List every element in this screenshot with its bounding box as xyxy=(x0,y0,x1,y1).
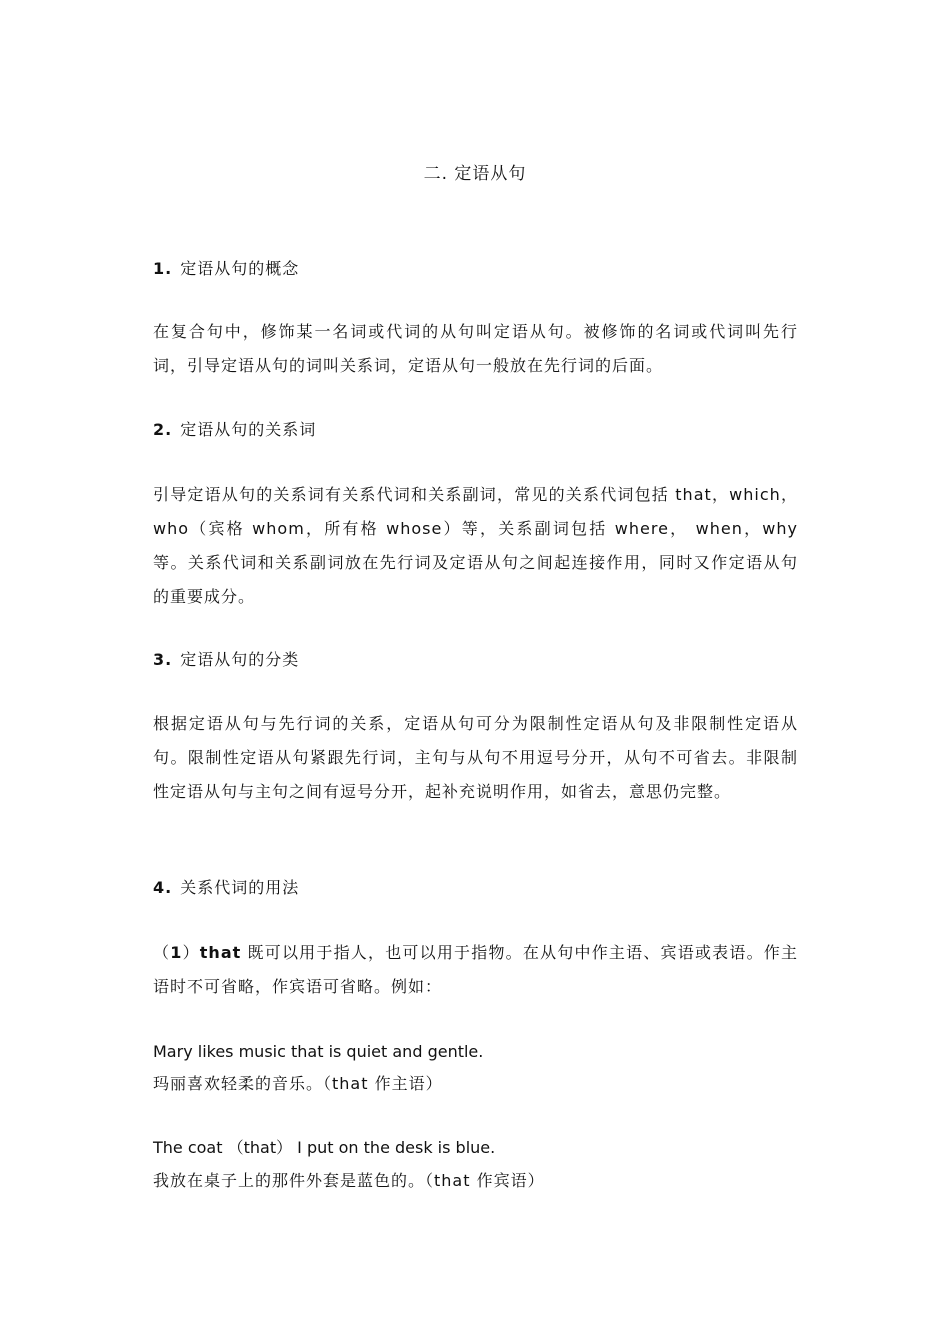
section-2-heading xyxy=(153,413,798,447)
sub-1-text: 既可以用于指人，也可以用于指物。在从句中作主语、宾语或表语。作主语时不可省略，作宾语可省略。例如： xyxy=(153,943,798,996)
section-1-paragraph: 在复合句中，修饰某一名词或代词的从句叫定语从句。被修饰的名词或代词叫先行词，引导定语从句的词叫关系词，定语从句一般放在先行词的后面。 xyxy=(153,322,798,375)
section-2-paragraph: 引导定语从句的关系词有关系代词和关系副词，常见的关系代词包括 that，which， who（宾格 whom，所有格 whose）等，关系副词包括 where， when，why 等。关系代词和关系副词放在先行词及定语从句之间起连接作用，同时又作定语从句的重要成分。 xyxy=(153,485,798,606)
section-4-number: 4. xyxy=(153,878,173,897)
section-3-heading xyxy=(153,643,798,677)
section-3-paragraph: 根据定语从句与先行词的关系，定语从句可分为限制性定语从句及非限制性定语从句。限制性定语从句紧跟先行词，主句与从句不用逗号分开，从句不可省去。非限制性定语从句与主句之间有逗号分开，起补充说明作用，如省去，意思仍完整。 xyxy=(153,714,798,801)
sub-1-close-paren: ） xyxy=(182,943,200,962)
section-4-heading xyxy=(153,871,798,905)
section-2-number: 2. xyxy=(153,420,173,439)
example-1-chinese: 玛丽喜欢轻柔的音乐。（that 作主语） xyxy=(153,1074,443,1093)
section-1-heading xyxy=(153,252,798,286)
example-1-english: Mary likes music that is quiet and gentle. xyxy=(153,1042,484,1061)
sub-1-keyword: that xyxy=(199,943,242,962)
example-2-chinese: 我放在桌子上的那件外套是蓝色的。（that 作宾语） xyxy=(153,1171,545,1190)
section-3-number: 3. xyxy=(153,650,173,669)
page-title: 二. 定语从句 xyxy=(423,164,527,184)
section-4-sub-1-paragraph xyxy=(153,936,798,1004)
section-4-title: 关系代词的用法 xyxy=(180,878,300,897)
section-2-title: 定语从句的关系词 xyxy=(180,420,317,439)
sub-1-number: 1 xyxy=(170,943,183,962)
section-3-title: 定语从句的分类 xyxy=(180,650,300,669)
example-2-english: The coat （that） I put on the desk is blue. xyxy=(153,1138,496,1157)
section-1-number: 1. xyxy=(153,259,173,278)
section-1-title: 定语从句的概念 xyxy=(180,259,300,278)
sub-1-open-paren: （ xyxy=(153,943,171,962)
